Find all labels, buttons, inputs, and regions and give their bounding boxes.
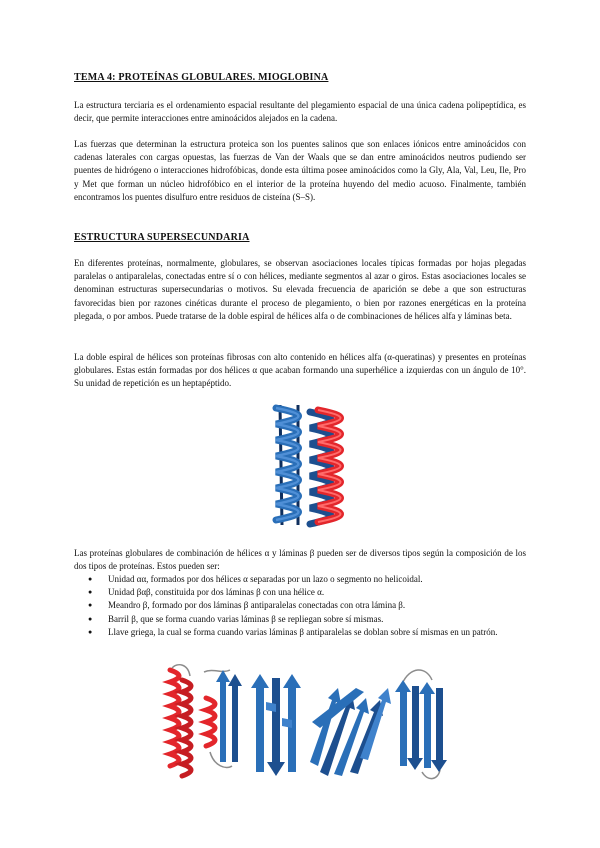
list-item: ● Llave griega, la cual se forma cuando varias láminas β antiparalelas se doblan sobre sí mismas en un patrón. (74, 626, 526, 639)
list-item: ● Meandro β, formado por dos láminas β antiparalelas conectadas con otra lámina β. (74, 599, 526, 612)
section-title-supersecundaria: ESTRUCTURA SUPERSECUNDARIA (74, 232, 250, 243)
greek-key-figure (395, 670, 447, 779)
motif-list (74, 573, 526, 639)
alpha-alpha-unit-figure (170, 665, 191, 776)
list-item: ● Barril β, que se forma cuando varias láminas β se repliegan sobre sí mismas. (74, 613, 526, 626)
beta-meander-figure (251, 674, 301, 776)
paragraph-fuerzas: Las fuerzas que determinan la estructura proteica son los puentes salinos que son enlaces iónicos entre aminoácidos con cadenas laterales con cargas opuestas, las fuerzas de Van der Waals que se dan entre aminoácidos neutros pudiendo ser puentes de hidrógeno o interacciones hidrofóbicas, donde esta última posee aminoácidos como la Gly, Ala, Val, Leu, Ile, Pro y Met que forman un núcleo hidrofóbico en el interior de la proteína huyendo del medio acuoso. Finalmente, también encontramos los puentes disulfuro entre residuos de cisteína (S–S). (74, 139, 526, 202)
paragraph-combinaciones: Las proteínas globulares de combinación de hélices α y láminas β pueden ser de diversos tipos según la composición de los dos tipos de proteínas. Estos pueden ser: (74, 548, 526, 572)
list-item: ● Unidad βαβ, constituida por dos láminas β con una hélice α. (74, 586, 526, 599)
paragraph-terciaria: La estructura terciaria es el ordenamiento espacial resultante del plegamiento espacial de una única cadena polipeptídica, es decir, que permite interacciones entre aminoácidos alejados en la cadena. (74, 100, 526, 124)
page-title: TEMA 4: PROTEÍNAS GLOBULARES. MIOGLOBINA (74, 72, 329, 83)
motif-figures (160, 662, 450, 787)
beta-barrel-figure (310, 688, 391, 776)
beta-alpha-beta-figure (204, 670, 242, 767)
paragraph-motivos: En diferentes proteínas, normalmente, globulares, se observan asociaciones locales típicas formadas por hojas plegadas paralelas o antiparalelas, conectadas entre sí o con hélices, mediante segmentos al azar o giros. Estas asociaciones locales se denominan estructuras supersecundarias o motivos. Su elevada frecuencia de aparición se debe a que son estructuras favorecidas bien por razones cinéticas durante el proceso de plegamiento, o bien por razones energéticas en la proteína plegada, o por ambos. Puede tratarse de la doble espiral de hélices alfa o de combinaciones de hélices alfa y láminas beta. (74, 258, 526, 321)
list-item: ● Unidad αα, formados por dos hélices α separadas por un lazo o segmento no helicoidal. (74, 573, 526, 586)
blue-helix-left (276, 405, 299, 525)
paragraph-doble-espiral: La doble espiral de hélices son proteínas fibrosas con alto contenido en hélices alfa (α-queratinas) y presentes en proteínas globulares. Estas están formadas por dos hélices α que acaban formando una superhélice a izquierdas con un ángulo de 10°. Su unidad de repetición es un heptapéptido. (74, 352, 526, 389)
coiled-coil-figure (258, 400, 368, 530)
